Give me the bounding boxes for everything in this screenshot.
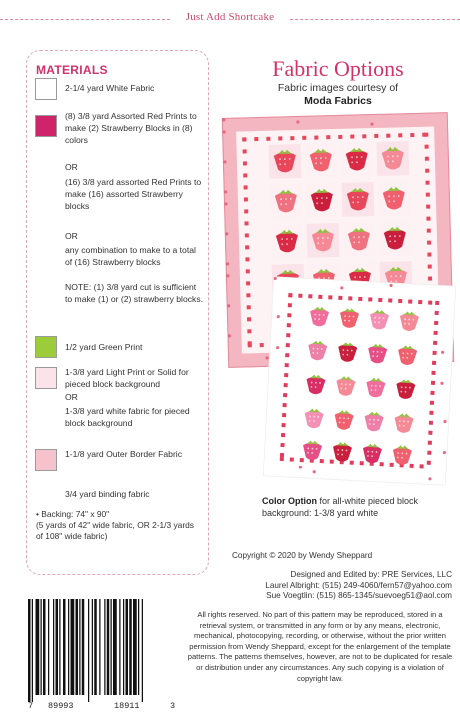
sashing-square [398, 133, 402, 137]
sashing-square [427, 229, 431, 233]
barcode-bar [138, 599, 139, 695]
barcode-bar [99, 599, 100, 695]
sashing-square [280, 457, 284, 461]
credit-designed-by: Designed and Edited by: PRE Services, LLC [290, 570, 452, 579]
sashing-square [243, 149, 247, 153]
sashing-square [318, 295, 322, 299]
header-title: Just Add Shortcake [185, 11, 275, 23]
material-binding: 3/4 yard binding fabric [65, 489, 150, 499]
sashing-square [426, 205, 430, 209]
sashing-square [430, 401, 434, 405]
barcode-bar [126, 599, 129, 695]
color-option-caption [262, 495, 452, 519]
sashing-square [246, 293, 250, 297]
sashing-square [245, 245, 249, 249]
sashing-square [243, 173, 247, 177]
sashing-square [390, 463, 394, 467]
sashing-square [260, 343, 264, 347]
sashing-square [246, 269, 250, 273]
sashing-square [434, 321, 438, 325]
sashing-square [285, 353, 289, 357]
material-red-prints-16: (16) 3/8 yard assorted Red Prints to make (16) assorted Strawberry blocks [65, 177, 202, 212]
credit-laurel: Laurel Albright: (515) 249-4060/fern57@yahoo.com [265, 580, 452, 590]
sashing-square [247, 329, 251, 333]
barcode-bar [82, 599, 85, 695]
sashing-square [388, 298, 392, 302]
barcode-digit-group2: 18911 [114, 701, 140, 711]
barcode [28, 599, 178, 702]
sashing-square [418, 300, 422, 304]
backing-info: • Backing: 74" x 90" (5 yards of 42" wide fabric, OR 2-1/3 yards of 108" wide fabric) [36, 509, 194, 541]
sashing-square [278, 136, 282, 140]
sashing-square [246, 281, 250, 285]
material-red-prints-8: (8) 3/8 yard Assorted Red Prints to make (2) Strawberry Blocks in (8) colors [65, 111, 197, 146]
page-header [0, 10, 460, 30]
quilt-image-white [263, 276, 456, 485]
sashing-square [280, 443, 284, 447]
sashing-square [428, 277, 432, 281]
sashing-square [425, 169, 429, 173]
sashing-square [424, 133, 428, 137]
barcode-bar [59, 599, 60, 695]
sashing-square [287, 323, 291, 327]
barcode-digit-last: 3 [170, 701, 176, 711]
sashing-square [244, 197, 248, 201]
sashing-square [280, 453, 284, 457]
barcode-bar [104, 599, 105, 695]
sashing-square [429, 421, 433, 425]
barcode-bar [133, 599, 137, 695]
material-combination: any combination to make to a total of (16) Strawberry blocks [65, 245, 196, 268]
sashing-square [282, 413, 286, 417]
material-green-print: 1/2 yard Green Print [65, 342, 143, 352]
barcode-bar [113, 599, 117, 695]
sashing-square [247, 305, 251, 309]
barcode-bar [36, 599, 40, 695]
material-white-background: 1-3/8 yard white fabric for pieced block background [65, 406, 190, 429]
sashing-square [420, 464, 424, 468]
border-fabric-swatch [35, 449, 57, 471]
caption-text: for all-white pieced block background: 1-3/8 yard white [262, 496, 419, 518]
sashing-square [288, 303, 292, 307]
barcode-bar [107, 599, 110, 695]
sashing-square [298, 294, 302, 298]
sashing-square [244, 185, 248, 189]
header-rule-right [290, 19, 460, 20]
sashing-square [427, 241, 431, 245]
sashing-square [410, 464, 414, 468]
sashing-square [266, 137, 270, 141]
barcode-bar [79, 599, 80, 695]
material-white-fabric: 2-1/4 yard White Fabric [65, 83, 155, 93]
material-light-print: 1-3/8 yard Light Print or Solid for pieced block background [65, 367, 189, 390]
sashing-square [435, 301, 439, 305]
header-rule-left [0, 19, 170, 20]
sashing-square [247, 317, 251, 321]
sashing-square [362, 134, 366, 138]
legal-notice: All rights reserved. No part of this pattern may be reproduced, stored in a retrieval system, or transmitted in any form or by any means, electronic, mechanical, photocopying, recording, or otherwise, without the prior written permission from Wendy Sheppard, except for the enlargement of the template patterns. The patterns themselves, however, are not to be duplicated for resale or distribution under any circumstances. Any such copying is a violation of copyright law. [187, 610, 453, 683]
fabric-options-title: Fabric Options [272, 56, 404, 81]
sashing-square [350, 461, 354, 465]
barcode-bar [88, 599, 89, 702]
fabric-options-subtitle: Fabric images courtesy of [277, 82, 399, 94]
barcode-bar [76, 599, 79, 695]
sashing-square [428, 300, 432, 304]
sashing-square [300, 458, 304, 462]
sashing-square [431, 371, 435, 375]
sashing-square [426, 217, 430, 221]
sashing-square [410, 133, 414, 137]
light-print-swatch [35, 367, 57, 389]
green-fabric-swatch [35, 336, 57, 358]
barcode-bar [111, 599, 112, 695]
barcode-bar [94, 599, 97, 695]
sashing-square [380, 462, 384, 466]
sashing-square [281, 433, 285, 437]
sashing-square [360, 461, 364, 465]
barcode-digit-group1: 89993 [48, 701, 74, 711]
red-fabric-swatch [35, 115, 57, 137]
sashing-square [338, 296, 342, 300]
sashing-square [308, 294, 312, 298]
barcode-bar [63, 599, 66, 695]
sashing-square [286, 343, 290, 347]
sashing-square [244, 209, 248, 213]
sashing-square [243, 161, 247, 165]
sashing-square [244, 221, 248, 225]
sashing-square [284, 373, 288, 377]
sashing-square [283, 393, 287, 397]
caption-bold: Color Option [262, 496, 317, 506]
sashing-square [290, 136, 294, 140]
barcode-bar [129, 599, 132, 695]
sashing-square [314, 135, 318, 139]
sashing-square [320, 459, 324, 463]
sashing-square [435, 311, 439, 315]
barcode-bar [41, 599, 42, 695]
sashing-square [287, 313, 291, 317]
sashing-square [425, 157, 429, 161]
sashing-square [326, 135, 330, 139]
sashing-square [433, 341, 437, 345]
sashing-square [428, 441, 432, 445]
sashing-square [426, 193, 430, 197]
sashing-square [427, 451, 431, 455]
sashing-square [350, 135, 354, 139]
material-or-3: OR [65, 392, 78, 402]
sashing-square [434, 331, 438, 335]
white-fabric-swatch [35, 78, 57, 100]
sashing-square [386, 134, 390, 138]
sashing-square [330, 460, 334, 464]
sashing-square [338, 135, 342, 139]
barcode-bar [48, 599, 49, 695]
sashing-square [427, 253, 431, 257]
copyright-text: Copyright © 2020 by Wendy Sheppard [232, 551, 373, 560]
sashing-square [285, 363, 289, 367]
material-note: NOTE: (1) 3/8 yard cut is sufficient to make (1) or (2) strawberry blocks. [65, 282, 204, 305]
barcode-bar [68, 599, 69, 695]
barcode-bar [123, 599, 124, 695]
sashing-square [288, 293, 292, 297]
sashing-square [431, 381, 435, 385]
sashing-square [358, 297, 362, 301]
sashing-square [432, 351, 436, 355]
sashing-square [425, 145, 429, 149]
sashing-square [374, 134, 378, 138]
material-or-1: OR [65, 162, 78, 172]
barcode-bar [71, 599, 75, 695]
sashing-square [283, 403, 287, 407]
fabric-options-brand: Moda Fabrics [304, 95, 372, 107]
barcode-bar [53, 599, 54, 695]
barcode-bar [92, 599, 93, 695]
sashing-square [398, 299, 402, 303]
sashing-square [328, 295, 332, 299]
sashing-square [286, 333, 290, 337]
barcode-bar [56, 599, 59, 695]
materials-title: MATERIALS [36, 63, 108, 77]
barcode-bar [142, 599, 143, 702]
sashing-square [368, 297, 372, 301]
sashing-square [430, 391, 434, 395]
sashing-square [429, 411, 433, 415]
sashing-square [408, 299, 412, 303]
sashing-square [254, 137, 258, 141]
barcode-bar [43, 599, 46, 695]
sashing-square [290, 457, 294, 461]
sashing-square [284, 383, 288, 387]
sashing-square [302, 136, 306, 140]
sashing-square [242, 137, 246, 141]
sashing-square [428, 431, 432, 435]
sashing-square [245, 257, 249, 261]
material-or-2: OR [65, 231, 78, 241]
sashing-square [425, 181, 429, 185]
sashing-square [428, 265, 432, 269]
sashing-square [378, 298, 382, 302]
barcode-bar [32, 599, 33, 702]
barcode-bar [119, 599, 120, 695]
credits-block [190, 570, 452, 602]
barcode-bar [28, 599, 31, 702]
sashing-square [248, 341, 252, 345]
credit-sue: Sue Voegtlin: (515) 865-1345/suevoeg51@aol.com [266, 591, 452, 600]
sashing-square [245, 233, 249, 237]
sashing-square [348, 296, 352, 300]
sashing-square [281, 423, 285, 427]
barcode-digit-first: 7 [28, 701, 34, 711]
sashing-square [432, 361, 436, 365]
sashing-square [427, 461, 431, 465]
material-border-fabric: 1-1/8 yard Outer Border Fabric [65, 449, 183, 459]
